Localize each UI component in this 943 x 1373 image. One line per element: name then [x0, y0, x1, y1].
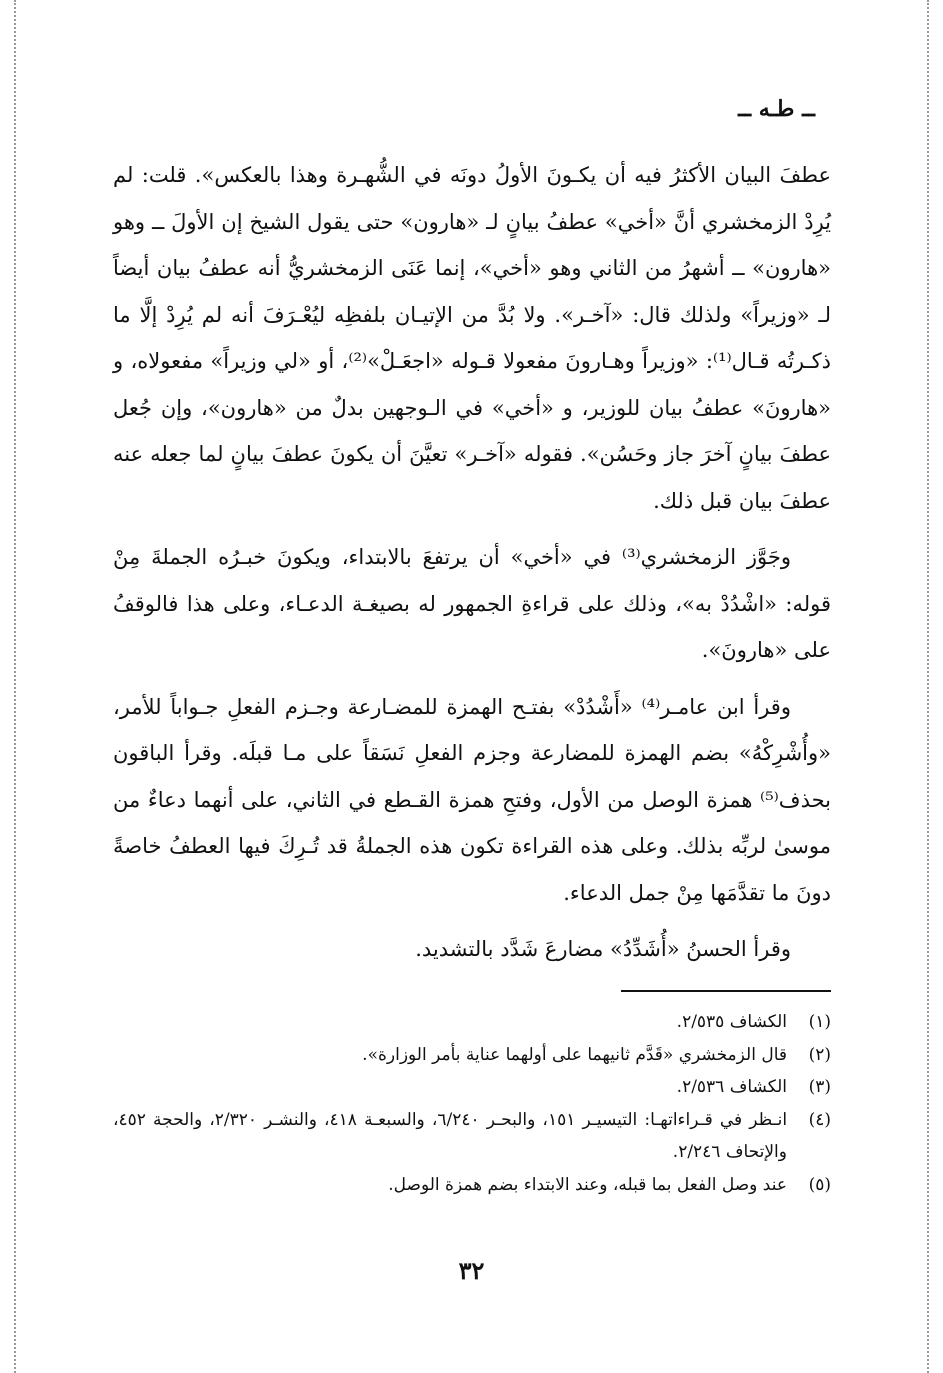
paragraph-3: وقرأ ابن عامـر⁽⁴⁾ «أَشْدُدْ» بفتـح الهمزة للمضـارعة وجـزم الفعلِ جـواباً للأمر، «وأُشْرِكْهُ» بضم الهمزة للمضارعة وجزم الفعلِ نَسَقاً على مـا قبلَه. وقرأ الباقون بحذف⁽⁵⁾ همزة الوصل من الأول، وفتحِ همزة القـطع في الثاني، على أنهما دعاءٌ من موسىٰ لربِّه بذلك. وعلى هذه القراءة تكون هذه الجملةُ قد تُـرِكَ فيها العطفُ خاصةً دونَ ما تقدَّمَها مِنْ جمل الدعاء.	[113, 694, 831, 905]
footnote-4	[113, 1104, 831, 1169]
paragraph-4: وقرأ الحسنُ «أُشَدِّدُ» مضارعَ شَدَّد بالتشديد.	[415, 937, 791, 961]
footnote-number: (٥)	[808, 1174, 831, 1195]
footnote-text: قال الزمخشري «قَدَّم ثانيهما على أولهما عناية بأمر الوزارة».	[362, 1044, 787, 1065]
footnote-text: انـظر في قـراءاتهـا: التيسيـر ١٥١، والبحـر ٦/٢٤٠، والسبعـة ٤١٨، والنشـر ٢/٣٢٠، والحجة ٤٥٢، والإتحاف ٢/٢٤٦.	[113, 1109, 788, 1162]
footnotes	[113, 1006, 831, 1201]
footnote-separator	[621, 990, 831, 992]
main-text	[113, 152, 831, 973]
footnote-text: عند وصل الفعل بما قبله، وعند الابتداء بضم همزة الوصل.	[388, 1174, 787, 1195]
footnote-text: الكشاف ٢/٥٣٦.	[676, 1077, 787, 1097]
page-number: ٣٢	[458, 1256, 485, 1285]
paragraph-1: عطفَ البيان الأكثرُ فيه أن يكـونَ الأولُ دونَه في الشُّهـرة وهذا بالعكس». قلت: لم يُرِدْ الزمخشري أنَّ «أخي» عطفُ بيانٍ لـ «هارون» حتى يقول الشيخ إن الأولَ ــ وهو «هارون» ــ أشهرُ من الثاني وهو «أخي»، إنما عَنَى الزمخشريُّ أنه عطفُ بيان أيضاً لـ «وزيراً» ولذلك قال: «آخـر». ولا بُدَّ من الإتيـان بلفظِه ليُعْـرَفَ أنه لم يُرِدْ إلَّا ما ذكـرتُه قـال⁽¹⁾: «وزيراً وهـارونَ مفعولا قـوله «اجعَـلْ»⁽²⁾، أو «لي وزيراً» مفعولاه، و «هارونَ» عطفُ بيان للوزير، و «أخي» في الـوجهين بدلٌ من «هارون»، وإن جُعل عطفَ بيانٍ آخرَ جاز وحَسُن». فقوله «آخـر» تعيَّنَ أن يكونَ عطفَ بيانٍ لما جعله عنه عطفَ بيان قبل ذلك.	[113, 163, 832, 513]
paragraph-2: وجَوَّز الزمخشري⁽³⁾ في «أخي» أن يرتفعَ بالابتداء، ويكونَ خبـرُه الجملةَ مِنْ قوله: «اشْدُدْ به»، وذلك على قراءةِ الجمهور له بصيغـة الدعـاء، وعلى هذا فالوقفُ على «هارونَ».	[113, 545, 831, 662]
footnote-text: الكشاف ٢/٥٣٥.	[676, 1012, 787, 1032]
footnote-2	[113, 1039, 831, 1072]
footnote-1	[113, 1006, 831, 1039]
footnote-number: (٣)	[808, 1077, 831, 1097]
footnote-number: (١)	[808, 1012, 831, 1032]
footnote-5	[113, 1169, 831, 1202]
footnote-number: (٤)	[808, 1109, 831, 1130]
footnote-number: (٢)	[808, 1044, 831, 1065]
scan-edge-left	[14, 0, 16, 1373]
running-header: ــ طـه ــ	[738, 96, 815, 122]
footnote-3	[113, 1071, 831, 1104]
scan-edge-right	[927, 0, 929, 1373]
